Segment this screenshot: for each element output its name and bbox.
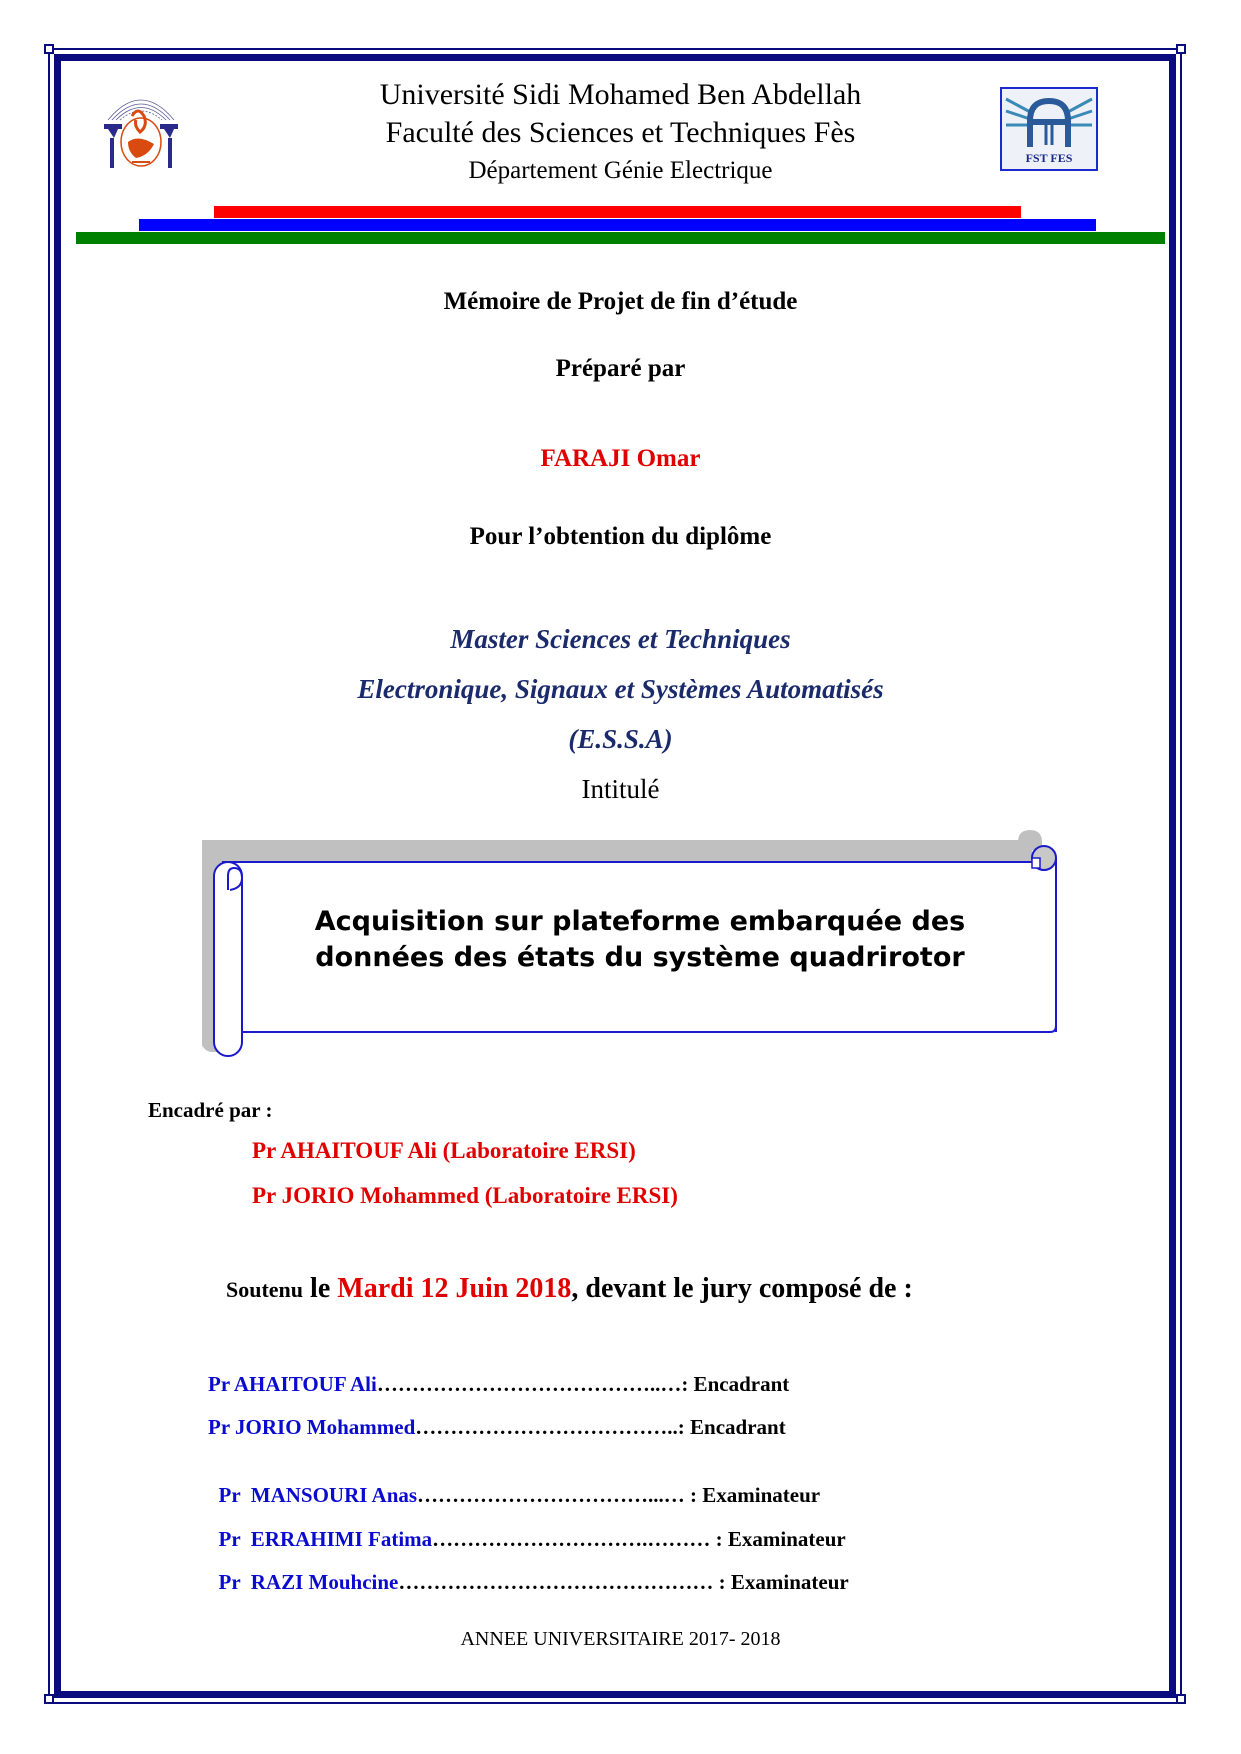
jury-role: : Examinateur — [713, 1570, 849, 1594]
defense-statement — [226, 1273, 913, 1305]
author-name: FARAJI Omar — [540, 445, 701, 472]
jury-member-name: Pr AHAITOUF Ali — [208, 1372, 377, 1396]
defense-prefix-small: Soutenu — [226, 1277, 304, 1302]
jury-row — [208, 1372, 789, 1397]
defense-suffix: , devant le jury composé de : — [571, 1273, 913, 1304]
header-bar-red — [214, 206, 1021, 218]
university-name: Université Sidi Mohamed Ben Abdellah — [379, 78, 862, 111]
header-bar-green — [76, 232, 1165, 244]
supervised-by-label: Encadré par : — [148, 1098, 273, 1122]
jury-role: : Encadrant — [681, 1372, 790, 1396]
memoire-heading: Mémoire de Projet de fin d’étude — [443, 288, 798, 315]
border-corner-ornament — [44, 1694, 54, 1704]
jury-member-name: Pr ERRAHIMI Fatima — [218, 1527, 433, 1551]
jury-role: : Encadrant — [677, 1415, 786, 1439]
prepared-by-label: Préparé par — [555, 355, 686, 382]
jury-dots: ……………………………….. — [415, 1415, 678, 1439]
jury-member-name: Pr MANSOURI Anas — [218, 1483, 418, 1507]
jury-row — [208, 1458, 820, 1508]
department-name: Département Génie Electrique — [468, 157, 773, 184]
jury-member-name: Pr RAZI Mouhcine — [218, 1570, 399, 1594]
jury-dots: ………………………….……… — [432, 1527, 711, 1551]
border-corner-ornament — [1176, 1694, 1186, 1704]
master-program: Master Sciences et Techniques — [450, 624, 791, 654]
faculty-name: Faculté des Sciences et Techniques Fès — [385, 116, 856, 149]
jury-row — [208, 1415, 786, 1440]
defense-prefix: le — [303, 1273, 338, 1304]
border-corner-ornament — [44, 44, 54, 54]
jury-dots: …………………………………..… — [376, 1372, 682, 1396]
jury-dots: ……………………………………… — [398, 1570, 714, 1594]
fst-fes-logo-text: FST FES — [1025, 151, 1073, 165]
academic-year: ANNEE UNIVERSITAIRE 2017- 2018 — [460, 1628, 781, 1650]
jury-member-name: Pr JORIO Mohammed — [208, 1415, 416, 1439]
defense-date: Mardi 12 Juin 2018 — [337, 1273, 572, 1304]
thesis-title-line2: données des états du système quadrirotor — [315, 942, 965, 973]
jury-row — [208, 1545, 849, 1595]
jury-dots: ……………………………...… — [417, 1483, 685, 1507]
supervisor-item: Pr JORIO Mohammed (Laboratoire ERSI) — [252, 1183, 678, 1208]
supervisor-item: Pr AHAITOUF Ali (Laboratoire ERSI) — [252, 1138, 636, 1163]
diploma-label: Pour l’obtention du diplôme — [469, 523, 772, 550]
header-bar-blue — [139, 219, 1096, 231]
master-abbreviation: (E.S.S.A) — [568, 724, 673, 754]
border-corner-ornament — [1176, 44, 1186, 54]
jury-role: : Examinateur — [684, 1483, 821, 1507]
intitule-label: Intitulé — [581, 774, 660, 804]
jury-role: : Examinateur — [710, 1527, 846, 1551]
master-specialty: Electronique, Signaux et Systèmes Automatisés — [357, 674, 884, 704]
thesis-title-line1: Acquisition sur plateforme embarquée des — [314, 906, 966, 937]
